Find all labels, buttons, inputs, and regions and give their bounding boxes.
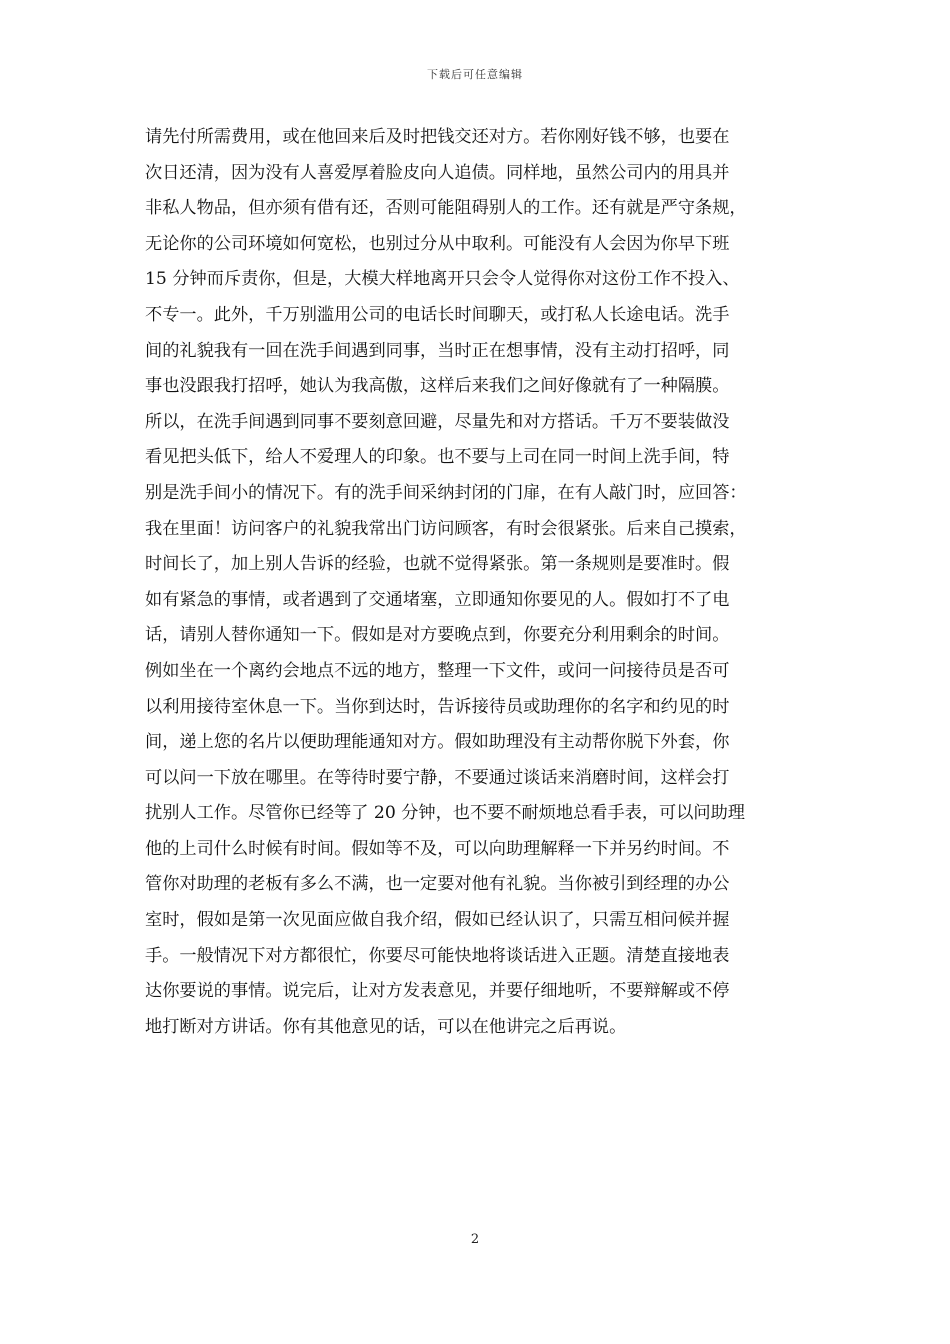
- body-line: 如有紧急的事情，或者遇到了交通堵塞，立即通知你要见的人。假如打不了电: [145, 589, 730, 610]
- body-line: 可以问一下放在哪里。在等待时要宁静，不要通过谈话来消磨时间，这样会打: [145, 767, 730, 788]
- body-line: 看见把头低下，给人不爱理人的印象。也不要与上司在同一时间上洗手间，特: [145, 447, 730, 468]
- body-line: 非私人物品，但亦须有借有还，否则可能阻碍别人的工作。还有就是严守条规，: [145, 198, 747, 219]
- body-line: 以利用接待室休息一下。当你到达时，告诉接待员或助理你的名字和约见的时: [145, 696, 730, 717]
- page-number: 2: [470, 1232, 480, 1247]
- body-line: 所以，在洗手间遇到同事不要刻意回避，尽量先和对方搭话。千万不要装做没: [145, 411, 730, 432]
- body-line: 达你要说的事情。说完后，让对方发表意见，并要仔细地听，不要辩解或不停: [145, 981, 730, 1002]
- body-line: 室时，假如是第一次见面应做自我介绍，假如已经认识了，只需互相问候并握: [145, 910, 730, 931]
- body-line: 间的礼貌我有一回在洗手间遇到同事，当时正在想事情，没有主动打招呼，同: [145, 340, 730, 361]
- body-line: 我在里面！访问客户的礼貌我常出门访问顾客，有时会很紧张。后来自己摸索，: [145, 518, 747, 539]
- body-line: 别是洗手间小的情况下。有的洗手间采纳封闭的门扉，在有人敲门时，应回答：: [145, 482, 747, 503]
- body-line: 间，递上您的名片以便助理能通知对方。假如助理没有主动帮你脱下外套，你: [145, 732, 730, 753]
- body-line: 他的上司什么时候有时间。假如等不及，可以向助理解释一下并另约时间。不: [145, 838, 730, 859]
- body-text: [145, 120, 810, 1045]
- body-line: 管你对助理的老板有多么不满，也一定要对他有礼貌。当你被引到经理的办公: [145, 874, 730, 895]
- body-line: 次日还清，因为没有人喜爱厚着脸皮向人追债。同样地，虽然公司内的用具并: [145, 162, 730, 183]
- body-line: 话，请别人替你通知一下。假如是对方要晚点到，你要充分利用剩余的时间。: [145, 625, 730, 646]
- body-line: 不专一。此外，千万别滥用公司的电话长时间聊天，或打私人长途电话。洗手: [145, 304, 730, 325]
- body-line: 手。一般情况下对方都很忙，你要尽可能快地将谈话进入正题。清楚直接地表: [145, 945, 730, 966]
- body-line: 事也没跟我打招呼，她认为我高傲，这样后来我们之间好像就有了一种隔膜。: [145, 376, 730, 397]
- body-line: 例如坐在一个离约会地点不远的地方，整理一下文件，或问一问接待员是否可: [145, 660, 730, 681]
- body-line: 无论你的公司环境如何宽松，也别过分从中取利。可能没有人会因为你早下班: [145, 233, 730, 254]
- body-line: 扰别人工作。尽管你已经等了 20 分钟，也不要不耐烦地总看手表，可以问助理: [145, 803, 745, 824]
- body-line: 地打断对方讲话。你有其他意见的话，可以在他讲完之后再说。: [145, 1016, 627, 1037]
- body-line: 时间长了，加上别人告诉的经验，也就不觉得紧张。第一条规则是要准时。假: [145, 554, 730, 575]
- body-line: 15 分钟而斥责你，但是，大模大样地离开只会令人觉得你对这份工作不投入、: [145, 269, 740, 290]
- body-line: 请先付所需费用，或在他回来后及时把钱交还对方。若你刚好钱不够，也要在: [145, 127, 730, 147]
- page-header: 下载后可任意编辑: [427, 68, 523, 81]
